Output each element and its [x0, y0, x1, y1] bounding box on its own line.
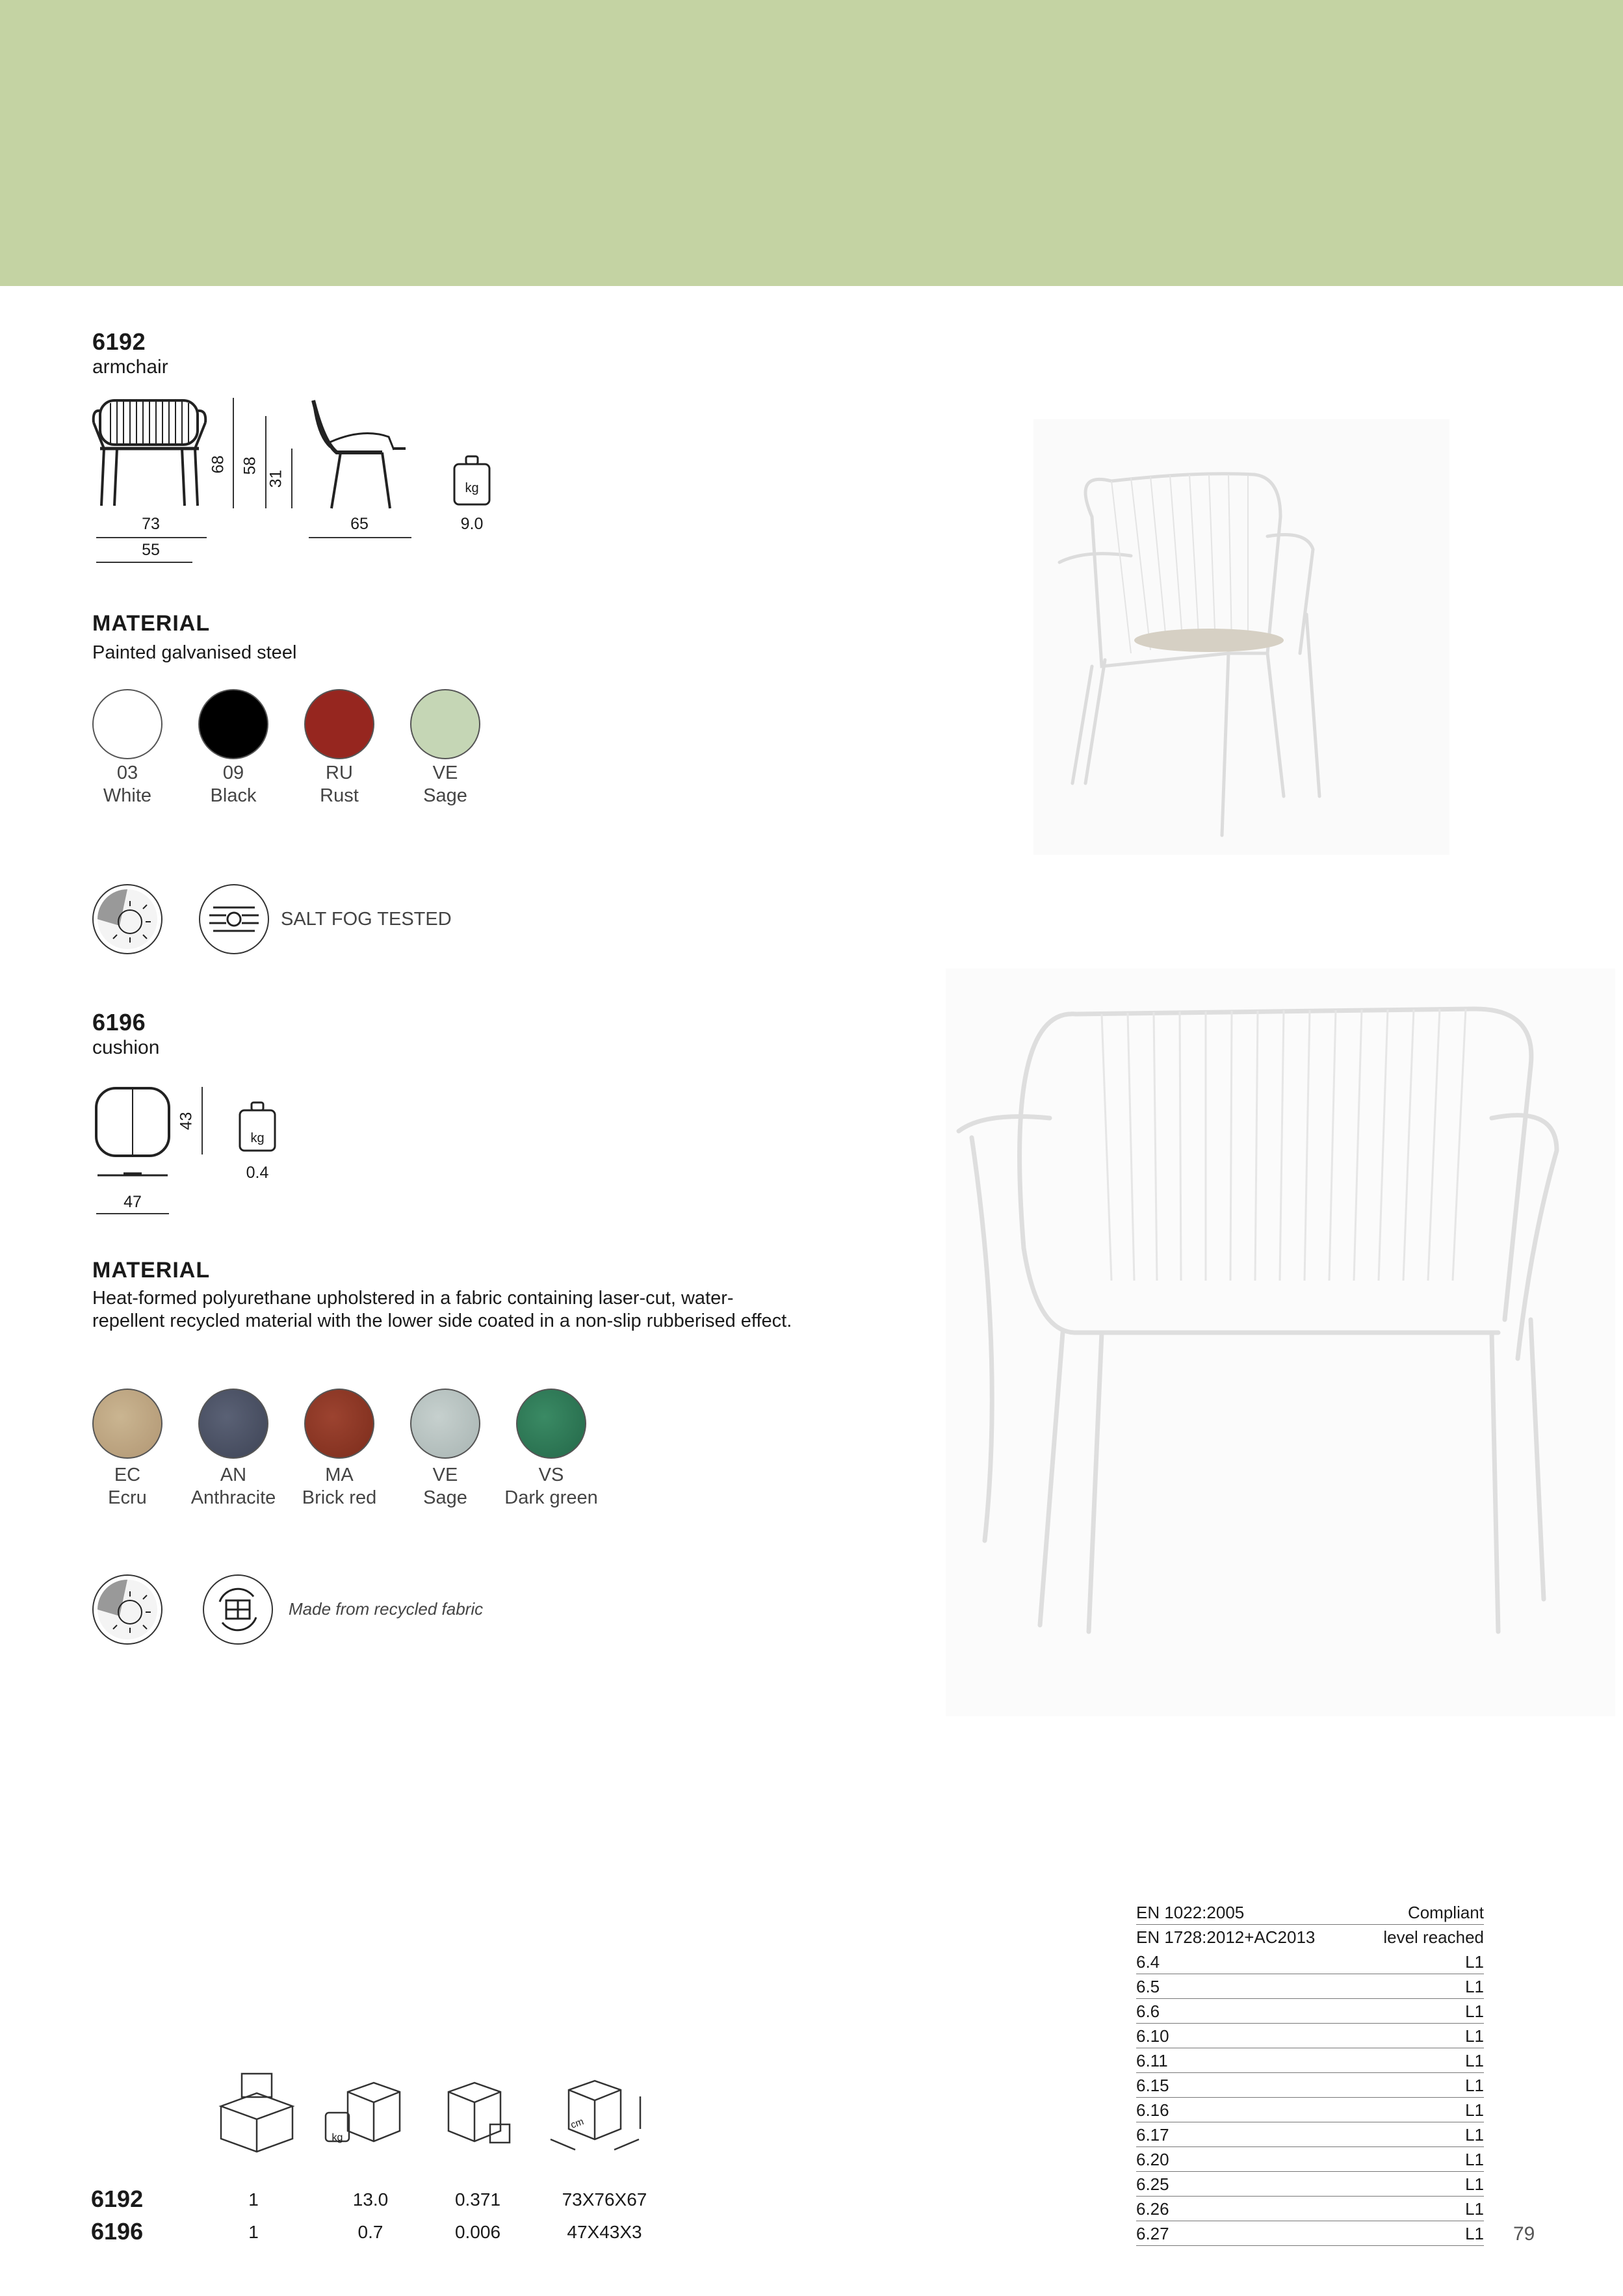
armchair-material-text: Painted galvanised steel	[92, 642, 297, 663]
cert-test-row: 6.15 L1	[1136, 2072, 1484, 2098]
cert-test-row: 6.10 L1	[1136, 2023, 1484, 2048]
fabric-label-dark-green: VS Dark green	[504, 1465, 598, 1508]
finish-label-white: 03 White	[103, 763, 152, 806]
armchair-arm-height: 58	[240, 456, 259, 475]
seat-height-dim-line	[291, 449, 292, 508]
packaging-qty-6192: 1	[248, 2189, 259, 2210]
uv-resistant-icon	[92, 884, 162, 954]
cert-test-row: 6.6 L1	[1136, 1998, 1484, 2024]
fabric-swatch-brick-red[interactable]	[304, 1389, 374, 1459]
finish-label-black: 09 Black	[210, 763, 257, 806]
cert-standard-row	[1136, 1899, 1484, 1925]
cushion-height: 43	[177, 1112, 196, 1130]
cert-test-row: 6.16 L1	[1136, 2097, 1484, 2122]
armchair-seat-height: 31	[266, 469, 285, 488]
cert-test-row: 6.25 L1	[1136, 2171, 1484, 2197]
armchair-weight: 9.0	[460, 515, 484, 533]
fabric-label-brick-red: MA Brick red	[302, 1465, 377, 1508]
armchair-material-heading: MATERIAL	[92, 611, 211, 636]
cushion-height-dim-line	[201, 1087, 203, 1155]
page-number: 79	[1513, 2223, 1535, 2245]
finish-swatch-white[interactable]	[92, 689, 162, 759]
cushion-material-heading: MATERIAL	[92, 1258, 211, 1283]
packaging-weight-6192: 13.0	[352, 2189, 389, 2210]
cert-test-row: 6.5 L1	[1136, 1974, 1484, 1999]
cert-status-1: Compliant	[1407, 1903, 1484, 1922]
cushion-weight-unit: kg	[250, 1131, 265, 1145]
cushion-weight: 0.4	[246, 1164, 269, 1182]
finish-swatch-sage[interactable]	[410, 689, 480, 759]
cushion-width-dim-line	[96, 1213, 169, 1214]
header-banner	[0, 0, 1623, 286]
depth-dim-line	[309, 537, 411, 538]
arm-height-dim-line	[265, 416, 266, 508]
fabric-label-anthracite: AN Anthracite	[190, 1465, 276, 1508]
packaging-weight-6196: 0.7	[357, 2222, 383, 2242]
armchair-front-view	[91, 397, 221, 514]
height-dim-line	[233, 398, 234, 508]
packaging-size-6192: 73X76X67	[562, 2189, 647, 2210]
cushion-material-text: Heat-formed polyurethane upholstered in a fabric containing laser-cut, water-repellent recycled material with the lower side coated in a non-slip rubberised effect.	[92, 1288, 792, 1331]
box-dimensions-icon-label: cm	[569, 2116, 586, 2131]
cert-standard-1: EN 1022:2005	[1136, 1903, 1245, 1922]
cert-test-row: 6.17 L1	[1136, 2122, 1484, 2147]
packaging-size-6196: 47X43X3	[567, 2222, 642, 2242]
cert-test-row: 6.20 L1	[1136, 2146, 1484, 2172]
finish-label-sage: VE Sage	[423, 763, 467, 806]
armchair-weight-unit: kg	[465, 481, 479, 495]
uv-resistant-icon	[92, 1574, 162, 1645]
cert-standard-row	[1136, 1924, 1484, 1949]
armchair-weight-icon	[452, 454, 492, 507]
recycled-fabric-icon	[203, 1574, 273, 1645]
fabric-swatch-ecru[interactable]	[92, 1389, 162, 1459]
finish-swatch-rust[interactable]	[304, 689, 374, 759]
finish-swatch-black[interactable]	[198, 689, 268, 759]
armchair-photo	[1033, 419, 1449, 855]
armchair-width: 73	[142, 515, 160, 533]
cushion-name: cushion	[92, 1037, 160, 1058]
armchair-name: armchair	[92, 356, 168, 378]
fabric-label-ecru: EC Ecru	[108, 1465, 147, 1508]
cert-test-row: 6.11 L1	[1136, 2048, 1484, 2073]
armchair-height: 68	[209, 455, 227, 474]
fabric-label-sage: VE Sage	[423, 1465, 467, 1508]
armchair-code: 6192	[92, 328, 146, 355]
cushion-top-view	[91, 1084, 175, 1188]
armchair-seat-width: 55	[142, 541, 160, 559]
finish-label-rust: RU Rust	[320, 763, 359, 806]
cert-test-row: 6.26 L1	[1136, 2196, 1484, 2221]
cert-status-2: level reached	[1383, 1927, 1484, 1947]
salt-fog-label: SALT FOG TESTED	[281, 909, 452, 930]
cert-test-row: 6.4 L1	[1136, 1949, 1484, 1974]
packaging-code-6196: 6196	[91, 2218, 144, 2245]
box-dimensions-icon	[543, 2077, 666, 2161]
seat-width-dim-line	[96, 562, 192, 563]
width-dim-line	[96, 537, 207, 538]
fabric-swatch-dark-green[interactable]	[516, 1389, 586, 1459]
armchair-depth: 65	[350, 515, 369, 533]
packaging-code-6192: 6192	[91, 2185, 144, 2212]
armchair-side-view	[304, 397, 415, 514]
gross-weight-icon-label: kg	[331, 2132, 343, 2143]
recycled-fabric-label: Made from recycled fabric	[289, 1599, 484, 1619]
fabric-swatch-sage[interactable]	[410, 1389, 480, 1459]
salt-fog-icon	[199, 884, 269, 954]
fabric-swatch-anthracite[interactable]	[198, 1389, 268, 1459]
cushion-code: 6196	[92, 1009, 146, 1036]
cert-test-row: 6.27 L1	[1136, 2221, 1484, 2246]
gross-weight-icon	[322, 2079, 406, 2157]
loveseat-photo	[946, 969, 1615, 1716]
packaging-volume-6196: 0.006	[454, 2222, 501, 2242]
volume-icon	[442, 2079, 526, 2157]
units-per-box-icon	[208, 2067, 305, 2158]
packaging-volume-6192: 0.371	[454, 2189, 501, 2210]
cushion-width: 47	[123, 1193, 142, 1211]
cert-standard-2: EN 1728:2012+AC2013	[1136, 1927, 1316, 1947]
packaging-qty-6196: 1	[248, 2222, 259, 2242]
